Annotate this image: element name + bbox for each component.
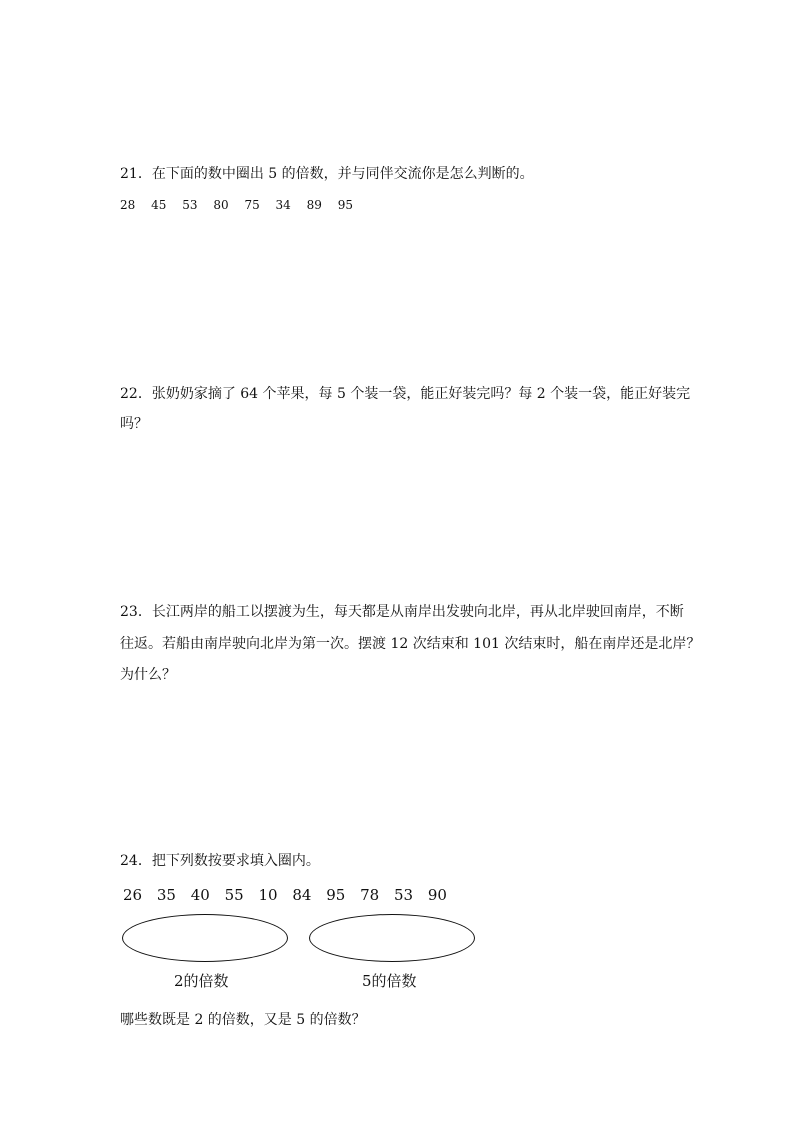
number-item: 26: [123, 886, 143, 904]
number-item: 75: [244, 198, 260, 212]
number-item: 35: [156, 886, 176, 904]
question-23-line-2: 往返。若船由南岸驶向北岸为第一次。摆渡 12 次结束和 101 次结束时，船在南岸还是北岸？: [120, 636, 701, 652]
question-21-numbers: [120, 198, 365, 212]
number-item: 95: [337, 198, 354, 212]
number-item: 84: [292, 886, 312, 904]
number-item: 95: [326, 886, 346, 904]
number-item: 78: [360, 886, 380, 904]
number-item: 90: [427, 886, 447, 904]
question-21-text: 21．在下面的数中圈出 5 的倍数，并与同伴交流你是怎么判断的。: [120, 166, 534, 182]
oval-left-label: 2的倍数: [174, 972, 229, 990]
number-item: 55: [224, 886, 244, 904]
question-24-numbers: [123, 886, 457, 904]
oval-multiples-of-2[interactable]: [122, 914, 288, 962]
number-item: 53: [182, 198, 198, 212]
question-23-line-3: 为什么？: [120, 667, 176, 683]
question-23-line-1: 23．长江两岸的船工以摆渡为生，每天都是从南岸出发驶向北岸，再从北岸驶回南岸，不断: [120, 604, 684, 620]
oval-multiples-of-5[interactable]: [309, 914, 475, 962]
question-24-text: 24．把下列数按要求填入圈内。: [120, 853, 320, 869]
question-22-line-1: 22．张奶奶家摘了 64 个苹果，每 5 个装一袋，能正好装完吗？每 2 个装一袋，能正好装完: [120, 386, 691, 402]
number-item: 10: [258, 886, 278, 904]
question-24-follow-up: 哪些数既是 2 的倍数，又是 5 的倍数？: [120, 1012, 366, 1028]
number-item: 34: [275, 198, 291, 212]
number-item: 80: [213, 198, 229, 212]
number-item: 28: [120, 198, 136, 212]
question-22-line-2: 吗？: [120, 416, 148, 432]
number-item: 45: [151, 198, 167, 212]
number-item: 40: [190, 886, 210, 904]
oval-right-label: 5的倍数: [362, 972, 417, 990]
number-item: 53: [394, 886, 414, 904]
number-item: 89: [306, 198, 322, 212]
